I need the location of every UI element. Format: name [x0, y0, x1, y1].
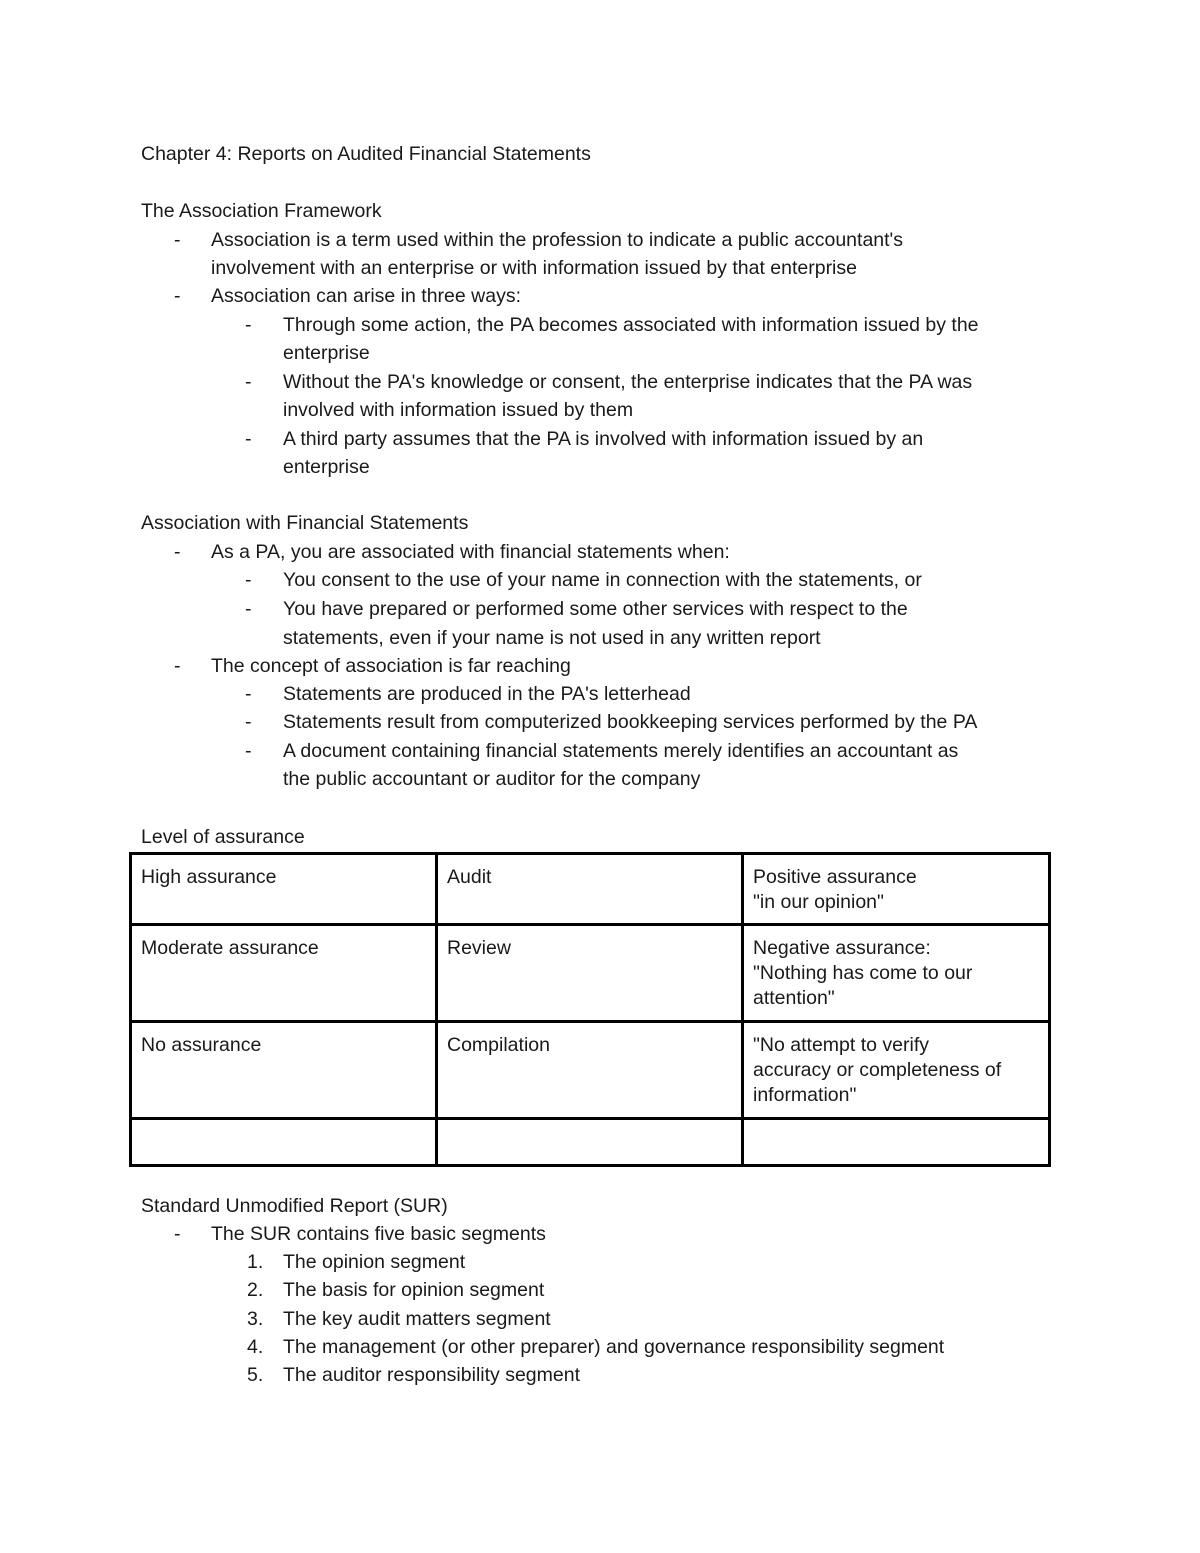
sub-bullet-text: You have prepared or performed some other services with respect to the [283, 598, 908, 620]
numbered-item-text: The opinion segment [283, 1251, 466, 1273]
sub-bullet-dash: - [245, 314, 252, 336]
section-heading-association-financial-statements: Association with Financial Statements [141, 512, 469, 534]
table-cell-assurance-type [743, 925, 1050, 1022]
sub-bullet-text-continued: enterprise [283, 342, 370, 364]
cell-text: "Nothing has come to our [753, 962, 973, 984]
document-title: Chapter 4: Reports on Audited Financial Statements [141, 143, 591, 165]
cell-text: attention" [753, 987, 835, 1009]
section-heading-sur: Standard Unmodified Report (SUR) [141, 1195, 448, 1217]
list-number: 5. [247, 1364, 264, 1386]
cell-text: information" [753, 1084, 857, 1106]
table-cell-empty [743, 1119, 1050, 1166]
numbered-item-text: The management (or other preparer) and governance responsibility segment [283, 1336, 945, 1358]
sub-bullet-text: Statements result from computerized bookkeeping services performed by the PA [283, 711, 978, 733]
list-number: 3. [247, 1308, 264, 1330]
cell-text: Negative assurance: [753, 937, 931, 959]
table-cell-level [131, 854, 437, 925]
sub-bullet-text-continued: enterprise [283, 456, 370, 478]
cell-text: "in our opinion" [753, 891, 884, 913]
table-cell-level [131, 1022, 437, 1119]
cell-text: High assurance [141, 866, 277, 888]
bullet-text: Association can arise in three ways: [211, 285, 521, 307]
sub-bullet-dash: - [245, 428, 252, 450]
table-cell-empty [437, 1119, 743, 1166]
bullet-text: Association is a term used within the profession to indicate a public accountant's [211, 229, 904, 251]
cell-text: Positive assurance [753, 866, 917, 888]
sub-bullet-dash: - [245, 371, 252, 393]
numbered-item-text: The basis for opinion segment [283, 1279, 545, 1301]
cell-text: No assurance [141, 1034, 262, 1056]
bullet-dash: - [174, 1223, 181, 1245]
bullet-dash: - [174, 655, 181, 677]
section-heading-association-framework: The Association Framework [141, 200, 382, 222]
table-cell-empty [131, 1119, 437, 1166]
section-heading-level-of-assurance: Level of assurance [141, 826, 305, 848]
numbered-item-text: The key audit matters segment [283, 1308, 551, 1330]
sub-bullet-dash: - [245, 598, 252, 620]
bullet-text-continued: involvement with an enterprise or with information issued by that enterprise [211, 257, 857, 279]
table-cell-engagement [437, 1022, 743, 1119]
list-number: 4. [247, 1336, 264, 1358]
cell-text: Moderate assurance [141, 937, 319, 959]
bullet-text: The concept of association is far reaching [211, 655, 571, 677]
sub-bullet-text: A document containing financial statements merely identifies an accountant as [283, 740, 959, 762]
cell-text: accuracy or completeness of [753, 1059, 1002, 1081]
list-number: 2. [247, 1279, 264, 1301]
table-row [131, 1022, 1050, 1119]
table-cell-assurance-type [743, 1022, 1050, 1119]
sub-bullet-text: Without the PA's knowledge or consent, the enterprise indicates that the PA was [283, 371, 973, 393]
sub-bullet-text-continued: involved with information issued by them [283, 399, 634, 421]
list-number: 1. [247, 1251, 264, 1273]
table-cell-engagement [437, 854, 743, 925]
table-cell-engagement [437, 925, 743, 1022]
sub-bullet-text: Through some action, the PA becomes associated with information issued by the [283, 314, 979, 336]
cell-text: Compilation [447, 1034, 550, 1056]
sub-bullet-text: A third party assumes that the PA is involved with information issued by an [283, 428, 924, 450]
sub-bullet-text-continued: statements, even if your name is not used in any written report [283, 627, 821, 649]
sub-bullet-text: You consent to the use of your name in connection with the statements, or [283, 569, 922, 591]
table-row [131, 925, 1050, 1022]
table-row-empty [131, 1119, 1050, 1166]
bullet-dash: - [174, 229, 181, 251]
table-cell-level [131, 925, 437, 1022]
sub-bullet-text: Statements are produced in the PA's letterhead [283, 683, 691, 705]
sub-bullet-text-continued: the public accountant or auditor for the company [283, 768, 701, 790]
table-cell-assurance-type [743, 854, 1050, 925]
sub-bullet-dash: - [245, 683, 252, 705]
cell-text: Review [447, 937, 511, 959]
table-row [131, 854, 1050, 925]
cell-text: Audit [447, 866, 492, 888]
numbered-item-text: The auditor responsibility segment [283, 1364, 580, 1386]
bullet-dash: - [174, 285, 181, 307]
sub-bullet-dash: - [245, 569, 252, 591]
bullet-text: As a PA, you are associated with financial statements when: [211, 541, 730, 563]
sub-bullet-dash: - [245, 711, 252, 733]
bullet-text: The SUR contains five basic segments [211, 1223, 546, 1245]
cell-text: "No attempt to verify [753, 1034, 929, 1056]
assurance-table [129, 852, 1051, 1167]
bullet-dash: - [174, 541, 181, 563]
sub-bullet-dash: - [245, 740, 252, 762]
